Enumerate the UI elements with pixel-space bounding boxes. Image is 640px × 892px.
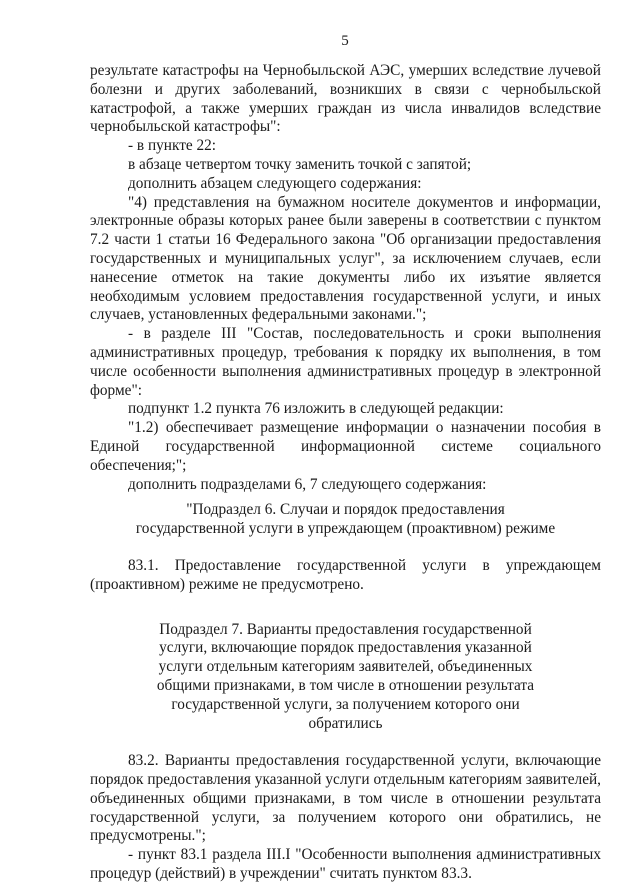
paragraph-add-subsections: дополнить подразделами 6, 7 следующего содержания: bbox=[128, 475, 487, 493]
subsection-6-heading bbox=[90, 501, 601, 539]
subsection-7-heading: Подраздел 7. Варианты предоставления государственной услуги, включающие порядок предоставления указанной услуги отдельным категориям заявителей, объединенных общими признаками, в том числе в отношении результата государственной услуги, за получением которого они обратились bbox=[156, 620, 535, 732]
paragraph-amendment-abzac: в абзаце четвертом точку заменить точкой с запятой; bbox=[128, 155, 472, 173]
page-number: 5 bbox=[341, 33, 349, 49]
document-body bbox=[90, 62, 601, 884]
subsection-6-heading-line-2: государственной услуги в упреждающем (проактивном) режиме bbox=[135, 520, 556, 538]
paragraph-continuation: результате катастрофы на Чернобыльской АЭС, умерших вследствие лучевой болезни и других заболеваний, возникших в связи с чернобыльской катастрофой, а также умерших граждан из числа инвалидов вследствие чернобыльской катастрофы": bbox=[90, 62, 601, 136]
paragraph-add-abzac: дополнить абзацем следующего содержания: bbox=[128, 174, 422, 192]
paragraph-83-1: 83.1. Предоставление государственной услуги в упреждающем (проактивном) режиме не предусмотрено. bbox=[90, 556, 601, 593]
subsection-6-heading-line-1: "Подраздел 6. Случаи и порядок предоставления bbox=[186, 501, 505, 519]
paragraph-item-22: - в пункте 22: bbox=[128, 137, 217, 155]
paragraph-section-3: - в разделе III "Состав, последовательность и сроки выполнения административных процедур, требования к порядку их выполнения, в том числе особенности выполнения административных процедур в электронной форме": bbox=[90, 325, 601, 399]
paragraph-subitem-1-2: "1.2) обеспечивает размещение информации о назначении пособия в Единой государственной информационной системе социального обеспечения;"; bbox=[90, 419, 601, 474]
paragraph-item-4: "4) представления на бумажном носителе документов и информации, электронные образы которых ранее были заверены в соответствии с пунктом 7.2 части 1 статьи 16 Федерального закона "Об организации предоставления государственных и муниципальных услуг", за исключением случаев, если нанесение отметок на такие документы либо их изъятие является необходимым условием предоставления государственной услуги, и иных случаев, установленных федеральными законами."; bbox=[90, 193, 601, 324]
paragraph-subitem-1-2-intro: подпункт 1.2 пункта 76 изложить в следующей редакции: bbox=[128, 400, 504, 418]
paragraph-item-83-1-renumber: - пункт 83.1 раздела III.I "Особенности выполнения административных процедур (действий) в учреждении" считать пунктом 83.3. bbox=[90, 846, 601, 883]
paragraph-83-2: 83.2. Варианты предоставления государственной услуги, включающие порядок предоставления указанной услуги отдельным категориям заявителей, объединенных общими признаками, в том числе в отношении результата государственной услуги, за получением которого они обратились, не предусмотрены."; bbox=[90, 752, 601, 845]
